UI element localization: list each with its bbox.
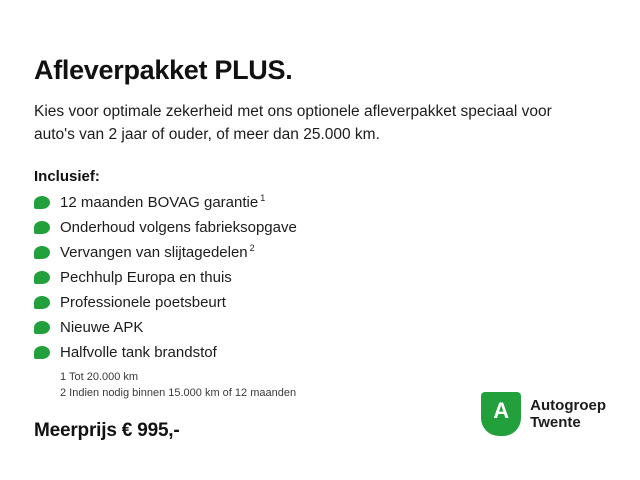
price-label: Meerprijs € 995,-	[34, 420, 180, 442]
feature-label: Vervangen van slijtagedelen $^2$	[60, 243, 255, 262]
leaf-bullet-icon	[34, 196, 50, 209]
list-item	[34, 193, 604, 212]
logo-line-1: Autogroep	[530, 396, 606, 414]
leaf-bullet-icon	[34, 346, 50, 359]
leaf-bullet-icon	[34, 271, 50, 284]
footnote-marker: 1	[260, 193, 266, 204]
autogroep-twente-logo	[481, 392, 606, 436]
footnote-1: 1 Tot 20.000 km	[60, 371, 139, 384]
feature-label: Halfvolle tank brandstof	[60, 344, 217, 362]
inclusief-label: Inclusief:	[34, 168, 100, 186]
intro-paragraph: Kies voor optimale zekerheid met ons optionele afleverpakket speciaal voor auto's van 2 jaar of ouder, of meer dan 25.000 km.	[34, 102, 552, 143]
leaf-bullet-icon	[34, 221, 50, 234]
feature-label: Pechhulp Europa en thuis	[60, 269, 232, 287]
feature-label: Onderhoud volgens fabrieksopgave	[60, 219, 297, 237]
list-item	[34, 318, 604, 337]
features-list	[34, 193, 604, 362]
logo-letter: A	[493, 398, 510, 423]
list-item	[34, 243, 604, 262]
leaf-bullet-icon	[34, 246, 50, 259]
feature-label: Professionele poetsbeurt	[60, 294, 226, 312]
logo-line-2: Twente	[530, 414, 581, 431]
leaf-bullet-icon	[34, 321, 50, 334]
page-title: Afleverpakket PLUS.	[34, 55, 293, 85]
shield-icon	[481, 392, 521, 436]
footnote-marker: 2	[249, 243, 255, 254]
footnote-2: 2 Indien nodig binnen 15.000 km of 12 maanden	[60, 387, 297, 400]
feature-label: 12 maanden BOVAG garantie $^1$	[60, 193, 266, 212]
feature-label: Nieuwe APK	[60, 319, 144, 337]
list-item	[34, 218, 604, 237]
list-item	[34, 343, 604, 362]
list-item	[34, 268, 604, 287]
leaf-bullet-icon	[34, 296, 50, 309]
logo-wordmark	[530, 397, 606, 432]
list-item	[34, 293, 604, 312]
